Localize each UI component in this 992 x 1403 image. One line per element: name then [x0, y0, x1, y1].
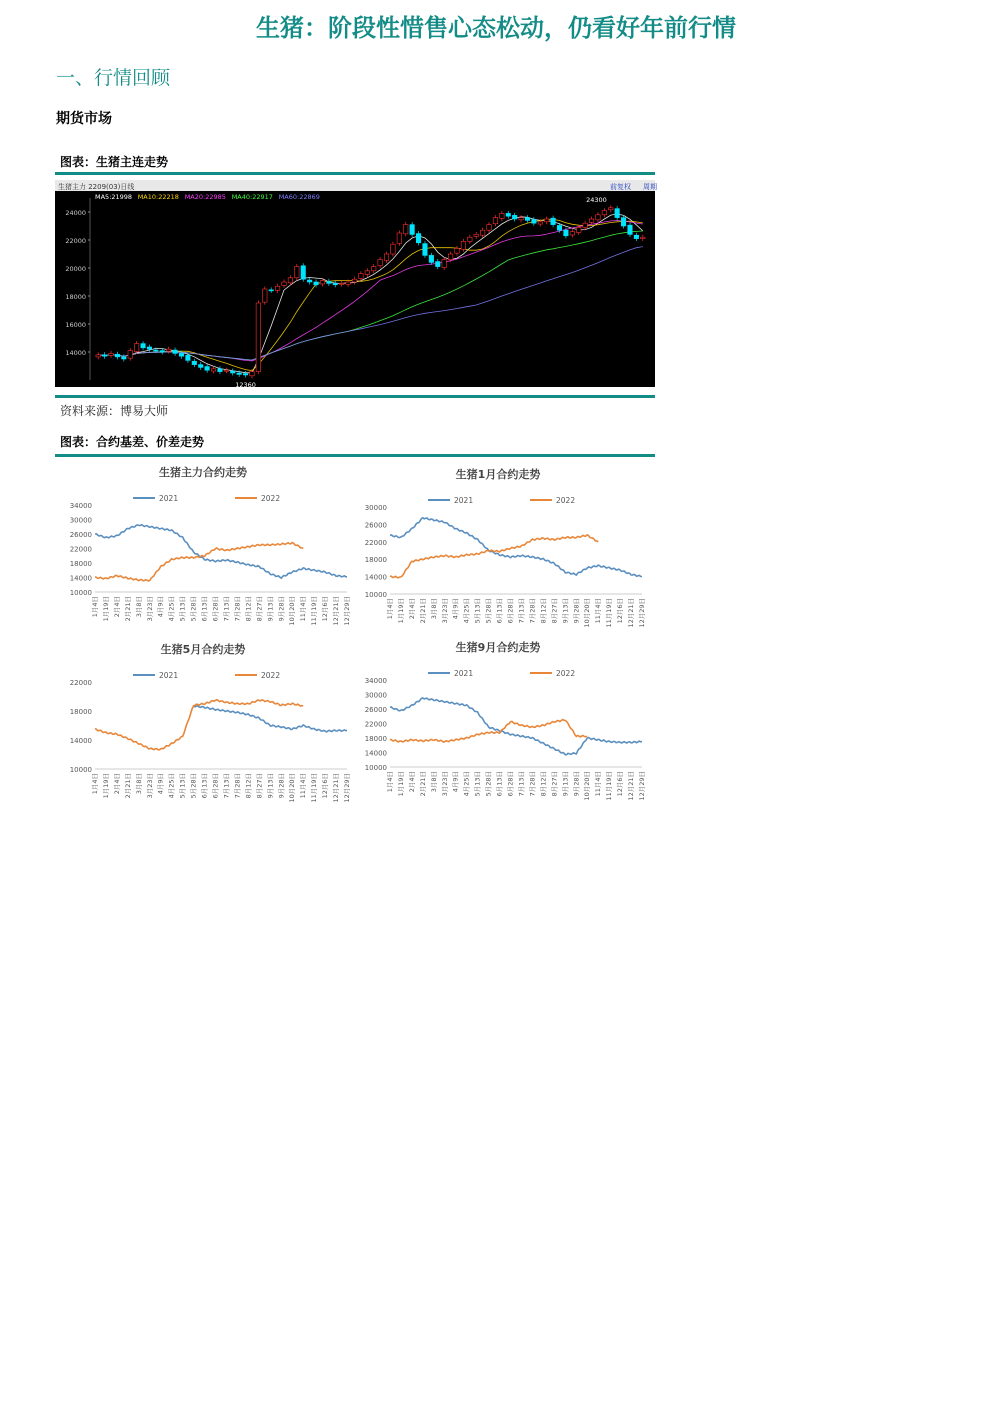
kline-candle-body [628, 225, 632, 234]
x-tick-label: 7月28日 [233, 596, 242, 622]
kline-candle-body [327, 281, 331, 283]
legend-label: 2021 [454, 669, 474, 678]
document-title: 生猪：阶段性惜售心态松动，仍看好年前行情 [256, 13, 736, 42]
chart-jan-contract [350, 462, 650, 637]
kline-candle-body [455, 248, 459, 253]
x-tick-label: 10月20日 [583, 598, 592, 628]
kline-candle-body [480, 230, 484, 235]
x-tick-label: 11月19日 [605, 771, 614, 801]
y-tick-label: 22000 [69, 679, 92, 687]
kline-candle-body [532, 220, 536, 224]
x-tick-label: 2月21日 [418, 598, 427, 624]
kline-candle-body [147, 347, 151, 349]
kline-candle-body [544, 219, 548, 222]
kline-candle-body [205, 367, 209, 371]
y-tick-label: 30000 [364, 691, 387, 700]
x-tick-label: 1月4日 [386, 598, 394, 620]
chart-main-contract-svg [55, 460, 355, 635]
x-tick-label: 2月4日 [407, 771, 416, 793]
kline-candle-body [339, 283, 343, 284]
kline-candle-body [371, 267, 375, 271]
kline-candle-body [141, 344, 145, 348]
kline-candle-body [179, 353, 183, 356]
kline-candle-body [352, 279, 356, 282]
kline-header-left: 生猪主力 2209(03)日线 [58, 183, 135, 191]
chart-sep-contract [350, 635, 650, 810]
x-tick-label: 11月4日 [594, 598, 603, 624]
kline-candle-body [333, 283, 337, 284]
x-tick-label: 4月9日 [451, 771, 460, 793]
x-tick-label: 2月4日 [407, 598, 416, 620]
legend-label: 2022 [261, 494, 281, 503]
kline-candle-body [525, 218, 529, 221]
x-tick-label: 3月23日 [145, 773, 154, 799]
x-tick-label: 4月9日 [156, 773, 165, 795]
x-tick-label: 4月9日 [156, 596, 165, 618]
kline-ma-line [98, 247, 643, 360]
chart-title: 生猪1月合约走势 [455, 468, 541, 481]
x-tick-label: 1月4日 [386, 771, 394, 793]
figure1-caption: 图表：生猪主连走势 [60, 155, 169, 169]
kline-candle-body [378, 260, 382, 266]
kline-candle-body [570, 232, 574, 235]
kline-candle-body [128, 351, 132, 359]
x-tick-label: 1月19日 [101, 773, 110, 799]
legend-label: 2022 [556, 496, 576, 505]
kline-candle-body [468, 237, 472, 241]
chart-may-contract-svg [55, 637, 355, 812]
y-tick-label: 14000 [69, 737, 92, 745]
y-tick-label: 34000 [69, 502, 92, 510]
kline-candle-body [301, 266, 305, 279]
x-tick-label: 7月28日 [528, 771, 537, 797]
x-tick-label: 6月13日 [200, 596, 209, 622]
kline-candle-body [173, 350, 177, 353]
x-tick-label: 11月19日 [310, 596, 319, 626]
y-tick-label: 14000 [364, 749, 387, 758]
x-tick-label: 6月28日 [211, 773, 220, 799]
y-tick-label: 10000 [364, 591, 387, 599]
kline-header-right-a: 前复权 [610, 183, 631, 191]
kline-candle-body [160, 351, 164, 352]
x-tick-label: 2月21日 [123, 596, 132, 622]
kline-y-tick-label: 20000 [65, 265, 86, 273]
figure1-bottom-rule [55, 395, 655, 398]
x-tick-label: 12月29日 [638, 598, 646, 628]
kline-candle-body [359, 274, 363, 279]
kline-candle-body [122, 357, 126, 359]
x-tick-label: 8月12日 [244, 773, 253, 799]
chart-title: 生猪5月合约走势 [160, 643, 246, 656]
x-tick-label: 2月4日 [112, 596, 121, 618]
x-tick-label: 12月21日 [332, 773, 341, 803]
x-tick-label: 4月25日 [462, 598, 471, 624]
series-line-2021 [95, 525, 347, 579]
kline-candle-body [198, 365, 202, 368]
x-tick-label: 8月12日 [539, 771, 548, 797]
y-tick-label: 26000 [364, 706, 387, 714]
x-tick-label: 12月21日 [627, 771, 636, 801]
x-tick-label: 4月25日 [462, 771, 471, 797]
kline-candle-body [391, 244, 395, 254]
y-tick-label: 26000 [69, 531, 92, 539]
kline-candle-body [275, 286, 279, 290]
series-line-2021 [390, 698, 642, 755]
kline-candle-body [102, 355, 106, 356]
x-tick-label: 7月28日 [528, 598, 537, 624]
chart-jan-contract-svg [350, 462, 650, 637]
x-tick-label: 5月13日 [473, 598, 482, 624]
kline-y-tick-label: 24000 [65, 209, 86, 217]
x-tick-label: 11月4日 [594, 771, 603, 797]
kline-candle-body [320, 281, 324, 284]
x-tick-label: 3月23日 [145, 596, 154, 622]
kline-y-tick-label: 14000 [65, 349, 86, 357]
kline-candle-body [224, 370, 228, 371]
y-tick-label: 14000 [69, 574, 92, 583]
legend-label: 2022 [261, 671, 281, 680]
kline-candle-body [211, 369, 215, 371]
kline-candle-body [295, 267, 299, 278]
kline-candle-body [154, 350, 158, 351]
kline-candle-body [461, 241, 465, 249]
x-tick-label: 8月27日 [550, 771, 559, 797]
x-tick-label: 12月29日 [343, 596, 351, 626]
y-tick-label: 18000 [69, 560, 92, 568]
kline-header-bar [55, 180, 655, 191]
x-tick-label: 11月4日 [299, 773, 308, 799]
kline-candle-body [314, 282, 318, 285]
kline-candle-body [602, 211, 606, 215]
kline-candle-body [442, 260, 446, 268]
x-tick-label: 8月27日 [255, 773, 264, 799]
x-tick-label: 3月8日 [134, 596, 143, 618]
kline-ma-label: MA10:22218 [137, 193, 179, 201]
x-tick-label: 5月13日 [473, 771, 482, 797]
kline-candle-body [621, 218, 625, 226]
x-tick-label: 6月28日 [506, 771, 515, 797]
series-line-2021 [194, 706, 347, 732]
x-tick-label: 12月21日 [332, 596, 341, 626]
x-tick-label: 4月25日 [167, 596, 176, 622]
x-tick-label: 12月6日 [321, 596, 330, 622]
kline-candle-body [589, 219, 593, 222]
kline-candle-body [500, 213, 504, 218]
kline-candle-body [237, 373, 241, 374]
series-line-2022 [390, 535, 598, 578]
y-tick-label: 14000 [364, 573, 387, 582]
x-tick-label: 8月27日 [255, 596, 264, 622]
x-tick-label: 9月13日 [561, 771, 570, 797]
x-tick-label: 10月20日 [288, 596, 297, 626]
y-tick-label: 22000 [69, 545, 92, 554]
figure2-top-rule [55, 454, 655, 457]
kline-ma-line [98, 214, 643, 373]
kline-candle-body [576, 227, 580, 232]
x-tick-label: 5月28日 [484, 771, 493, 797]
chart-sep-contract-svg [350, 635, 650, 810]
kline-y-tick-label: 22000 [65, 237, 86, 245]
x-tick-label: 3月8日 [429, 598, 438, 620]
x-tick-label: 2月4日 [112, 773, 121, 795]
y-tick-label: 10000 [69, 589, 92, 597]
x-tick-label: 7月13日 [222, 596, 231, 622]
kline-candle-body [512, 215, 516, 219]
kline-candle-body [166, 349, 170, 351]
x-tick-label: 11月19日 [605, 598, 614, 628]
y-tick-label: 18000 [69, 708, 92, 716]
y-tick-label: 10000 [69, 766, 92, 774]
figure2-caption: 图表：合约基差、价差走势 [60, 435, 205, 449]
x-tick-label: 9月13日 [266, 773, 275, 799]
x-tick-label: 3月8日 [429, 771, 438, 793]
y-tick-label: 22000 [364, 538, 387, 547]
x-tick-label: 3月8日 [134, 773, 143, 795]
x-tick-label: 6月28日 [211, 596, 220, 622]
x-tick-label: 9月28日 [572, 598, 581, 624]
kline-candle-body [397, 233, 401, 243]
y-tick-label: 10000 [364, 764, 387, 772]
kline-candle-body [282, 282, 286, 285]
x-tick-label: 7月13日 [222, 773, 231, 799]
y-tick-label: 30000 [364, 504, 387, 512]
y-tick-label: 22000 [364, 720, 387, 729]
x-tick-label: 7月13日 [517, 771, 526, 797]
kline-candle-body [115, 354, 119, 357]
kline-ma-label: MA5:21998 [95, 193, 133, 201]
x-tick-label: 1月4日 [91, 596, 99, 618]
kline-candle-body [384, 254, 388, 260]
kline-y-tick-label: 18000 [65, 293, 86, 301]
kline-candle-body [109, 353, 113, 355]
x-tick-label: 4月25日 [167, 773, 176, 799]
x-tick-label: 1月4日 [91, 773, 99, 795]
x-tick-label: 9月28日 [572, 771, 581, 797]
x-tick-label: 5月13日 [178, 773, 187, 799]
x-tick-label: 3月23日 [440, 598, 449, 624]
kline-candle-body [403, 225, 407, 234]
kline-candle-body [493, 218, 497, 224]
chart-title: 生猪9月合约走势 [455, 641, 541, 654]
kline-candle-body [583, 223, 587, 227]
kline-ma-line [98, 219, 643, 370]
x-tick-label: 1月19日 [396, 598, 405, 624]
figure1-top-rule [55, 172, 655, 175]
x-tick-label: 8月12日 [244, 596, 253, 622]
kline-chart-panel [55, 180, 655, 387]
x-tick-label: 8月12日 [539, 598, 548, 624]
kline-candle-body [448, 254, 452, 260]
x-tick-label: 5月28日 [484, 598, 493, 624]
kline-candle-body [487, 225, 491, 231]
x-tick-label: 2月21日 [123, 773, 132, 799]
kline-ma-label: MA60:22869 [278, 193, 320, 201]
kline-candle-body [436, 262, 440, 267]
x-tick-label: 8月27日 [550, 598, 559, 624]
chart-title: 生猪主力合约走势 [159, 466, 247, 479]
x-tick-label: 7月13日 [517, 598, 526, 624]
kline-candle-body [538, 222, 542, 224]
kline-ma-label: MA20:22985 [184, 193, 226, 201]
kline-low-annotation: 12360 [235, 380, 256, 389]
kline-candle-body [551, 218, 555, 224]
kline-candle-body [186, 355, 190, 360]
x-tick-label: 6月13日 [495, 598, 504, 624]
section-heading: 一、行情回顾 [56, 67, 171, 89]
kline-candle-body [506, 213, 510, 216]
x-tick-label: 4月9日 [451, 598, 460, 620]
kline-candle-body [218, 369, 222, 372]
kline-candle-body [346, 282, 350, 284]
kline-candle-body [288, 278, 292, 283]
x-tick-label: 10月20日 [583, 771, 592, 801]
y-tick-label: 26000 [364, 521, 387, 530]
y-tick-label: 30000 [69, 516, 92, 525]
kline-candle-body [609, 208, 613, 210]
x-tick-label: 3月23日 [440, 771, 449, 797]
sub-heading-futures-market: 期货市场 [56, 111, 112, 127]
kline-candle-body [307, 280, 311, 282]
kline-candle-body [416, 234, 420, 243]
x-tick-label: 5月28日 [189, 773, 198, 799]
chart-may-contract [55, 637, 355, 812]
kline-candle-body [250, 372, 254, 376]
x-tick-label: 12月6日 [321, 773, 330, 799]
x-tick-label: 6月28日 [506, 598, 515, 624]
chart-main-contract [55, 460, 355, 635]
figure1-source-note: 资料来源：博易大师 [60, 404, 169, 418]
y-tick-label: 18000 [364, 735, 387, 743]
kline-candle-body [243, 374, 247, 375]
kline-candle-body [96, 355, 100, 357]
kline-candle-body [134, 344, 138, 352]
x-tick-label: 12月29日 [343, 773, 351, 803]
kline-candle-body [429, 255, 433, 262]
y-tick-label: 18000 [364, 556, 387, 565]
kline-y-tick-label: 16000 [65, 321, 86, 329]
legend-label: 2022 [556, 669, 576, 678]
legend-label: 2021 [159, 494, 179, 503]
kline-high-annotation: 24300 [586, 195, 607, 204]
kline-candle-body [596, 215, 600, 220]
x-tick-label: 12月6日 [616, 771, 625, 797]
x-tick-label: 6月13日 [495, 771, 504, 797]
kline-candle-body [474, 234, 478, 236]
x-tick-label: 9月28日 [277, 773, 286, 799]
series-line-2022 [390, 720, 587, 743]
kline-chart [55, 180, 655, 387]
x-tick-label: 2月21日 [418, 771, 427, 797]
legend-label: 2021 [454, 496, 474, 505]
x-tick-label: 12月21日 [627, 598, 636, 628]
kline-header-right-b: 周期 [643, 183, 657, 191]
y-tick-label: 34000 [364, 677, 387, 685]
x-tick-label: 10月20日 [288, 773, 297, 803]
x-tick-label: 11月4日 [299, 596, 308, 622]
x-tick-label: 1月19日 [396, 771, 405, 797]
kline-candle-body [519, 218, 523, 220]
x-tick-label: 6月13日 [200, 773, 209, 799]
x-tick-label: 12月29日 [638, 771, 646, 801]
kline-candle-body [557, 225, 561, 230]
kline-candle-body [256, 303, 260, 372]
x-tick-label: 12月6日 [616, 598, 625, 624]
x-tick-label: 9月13日 [561, 598, 570, 624]
kline-candle-body [410, 225, 414, 235]
x-tick-label: 9月13日 [266, 596, 275, 622]
kline-ma-line [98, 231, 643, 360]
kline-candle-body [423, 244, 427, 256]
kline-ma-line [98, 221, 643, 362]
x-tick-label: 11月19日 [310, 773, 319, 803]
x-tick-label: 5月28日 [189, 596, 198, 622]
kline-ma-label: MA40:22917 [231, 193, 273, 201]
x-tick-label: 5月13日 [178, 596, 187, 622]
kline-candle-body [263, 289, 267, 302]
legend-label: 2021 [159, 671, 179, 680]
kline-candle-body [634, 235, 638, 238]
kline-candle-body [615, 209, 619, 218]
kline-candle-body [269, 290, 273, 291]
x-tick-label: 7月28日 [233, 773, 242, 799]
kline-candle-body [365, 271, 369, 275]
x-tick-label: 9月28日 [277, 596, 286, 622]
kline-candle-body [564, 230, 568, 236]
kline-candle-body [192, 361, 196, 364]
kline-candle-body [641, 237, 645, 238]
x-tick-label: 1月19日 [101, 596, 110, 622]
kline-candle-body [231, 371, 235, 373]
